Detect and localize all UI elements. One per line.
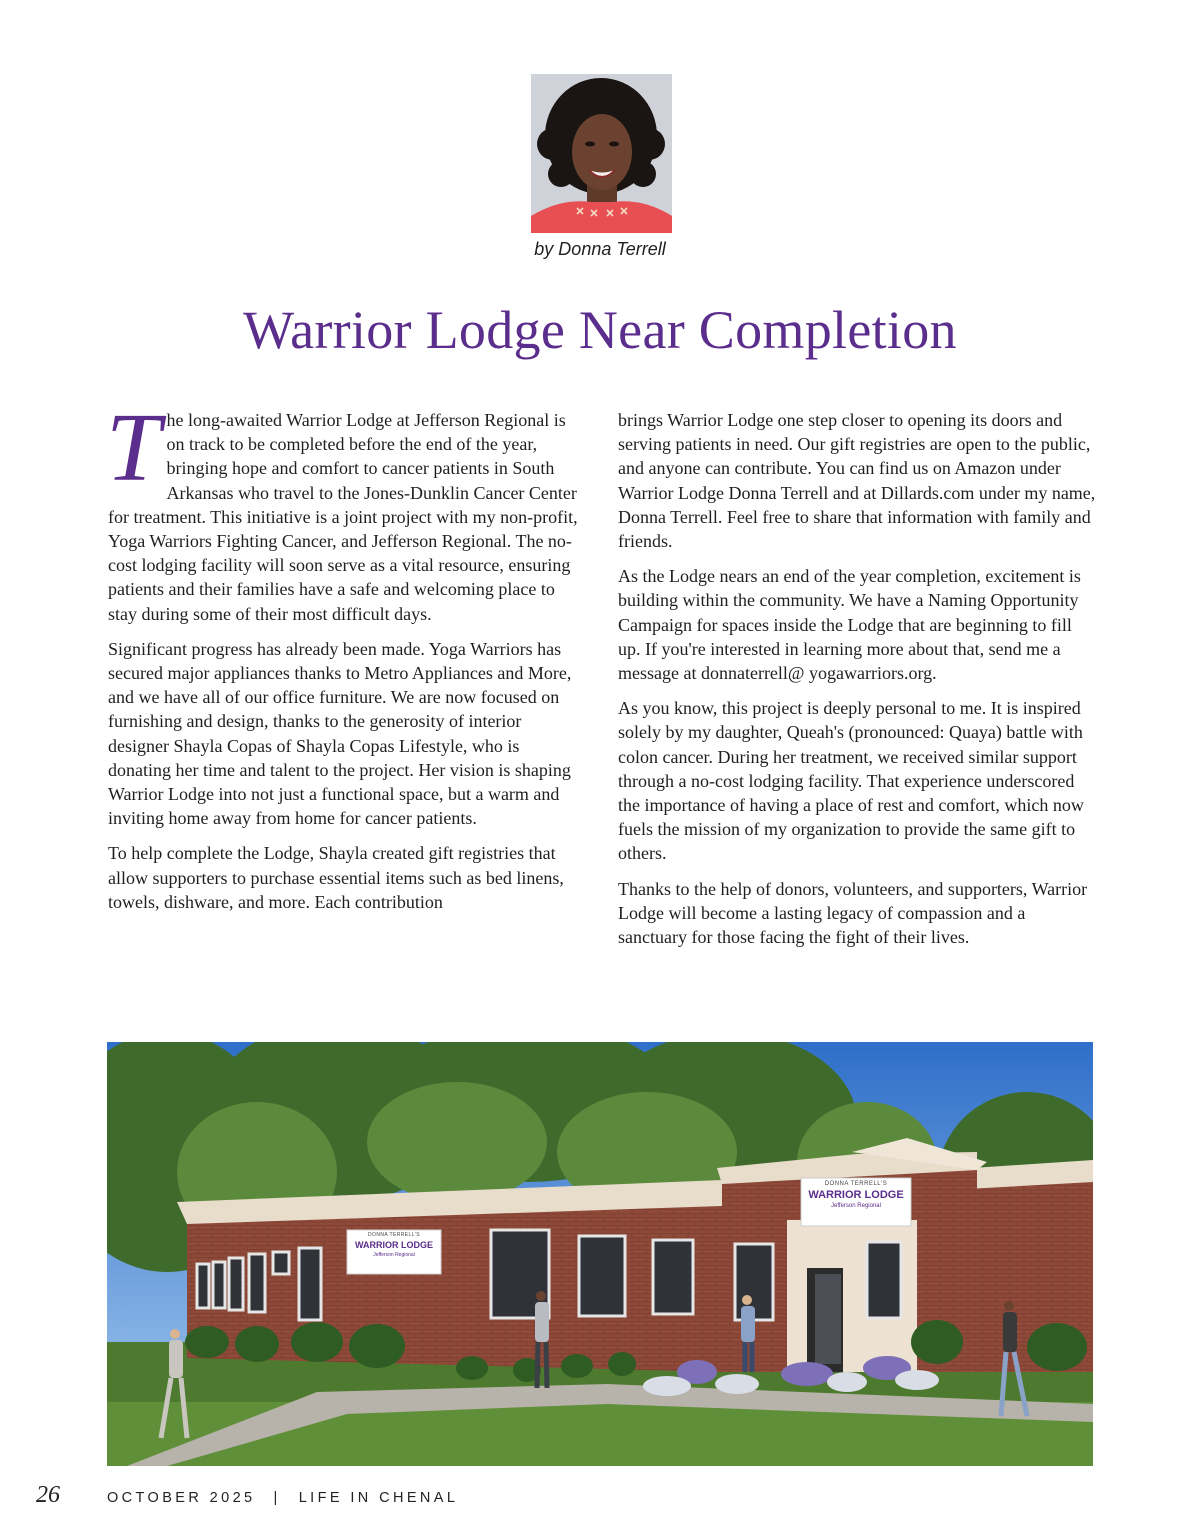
sign-top-text: DONNA TERRELL'S xyxy=(824,1181,888,1187)
sign-partner-text: Jefferson Regional xyxy=(373,1252,415,1258)
sign-main-text: WARRIOR LODGE xyxy=(355,1240,433,1250)
page-number: 26 xyxy=(36,1482,60,1508)
article-paragraph: As you know, this project is deeply personal to me. It is inspired solely by my daughter, Queah's (pronounced: Quaya) battle with colon cancer. During her treatment, we received similar support through a no-cost lodging facility. That experience underscored the importance of having a place of rest and comfort, which now fuels the mission of my organization to provide the same gift to others. xyxy=(618,698,1084,864)
sign-top-text: DONNA TERRELL'S xyxy=(368,1232,420,1238)
warrior-lodge-rendering xyxy=(107,1042,1093,1466)
sign-entrance xyxy=(803,1181,909,1225)
footer-separator: | xyxy=(273,1490,281,1506)
sign-main-text: WARRIOR LODGE xyxy=(808,1189,904,1201)
author-portrait xyxy=(531,74,672,233)
byline: by Donna Terrell xyxy=(534,239,666,259)
article-paragraph: Significant progress has already been made. Yoga Warriors has secured major appliances thanks to Metro Appliances and More, and we have all of our office furniture. We are now focused on furnishing and design, thanks to the generosity of interior designer Shayla Copas of Shayla Copas Lifestyle, who is donating her time and talent to the project. Her vision is shaping Warrior Lodge into not just a functional space, but a warm and inviting home away from home for cancer patients. xyxy=(108,638,572,829)
sign-left xyxy=(349,1232,439,1272)
article-paragraph: brings Warrior Lodge one step closer to opening its doors and serving patients in need. Our gift registries are open to the public, and anyone can contribute. You can find us on Amazon under Warrior Lodge Donna Terrell and at Dillards.com under my name, Donna Terrell. Feel free to share that information with family and friends. xyxy=(618,410,1096,552)
footer-line xyxy=(107,1490,458,1506)
magazine-name: LIFE IN CHENAL xyxy=(298,1490,459,1506)
article-column-right xyxy=(618,408,1096,960)
article-paragraph: Thanks to the help of donors, volunteers, and supporters, Warrior Lodge will become a lasting legacy of compassion and a sanctuary for those facing the fight of their lives. xyxy=(618,878,1088,948)
sign-partner-text: Jefferson Regional xyxy=(831,1203,881,1209)
paragraph-text: he long-awaited Warrior Lodge at Jefferson Regional is on track to be completed before the end of the year, bringing hope and comfort to cancer patients in South Arkansas who travel to the Jones-Dunklin Cancer Center for treatment. This initiative is a joint project with my non-profit, Yoga Warriors Fighting Cancer, and Jefferson Regional. The no-cost lodging facility will soon serve as a vital resource, ensuring patients and their families have a safe and welcoming place to stay during some of their most difficult days. xyxy=(108,410,578,624)
drop-cap: T xyxy=(106,394,161,502)
article-paragraph: As the Lodge nears an end of the year completion, excitement is building within the community. We have a Naming Opportunity Campaign for spaces inside the Lodge that are beginning to fill up. If you're interested in learning more about that, send me a message at donnaterrell@ yogawarriors.org. xyxy=(618,566,1081,684)
article-paragraph xyxy=(106,394,586,626)
article-headline: Warrior Lodge Near Completion xyxy=(243,300,957,360)
issue-date: OCTOBER 2025 xyxy=(107,1490,256,1506)
article-column-left xyxy=(106,394,586,925)
article-paragraph: To help complete the Lodge, Shayla created gift registries that allow supporters to purchase essential items such as bed linens, towels, dishware, and more. Each contribution xyxy=(108,843,564,912)
